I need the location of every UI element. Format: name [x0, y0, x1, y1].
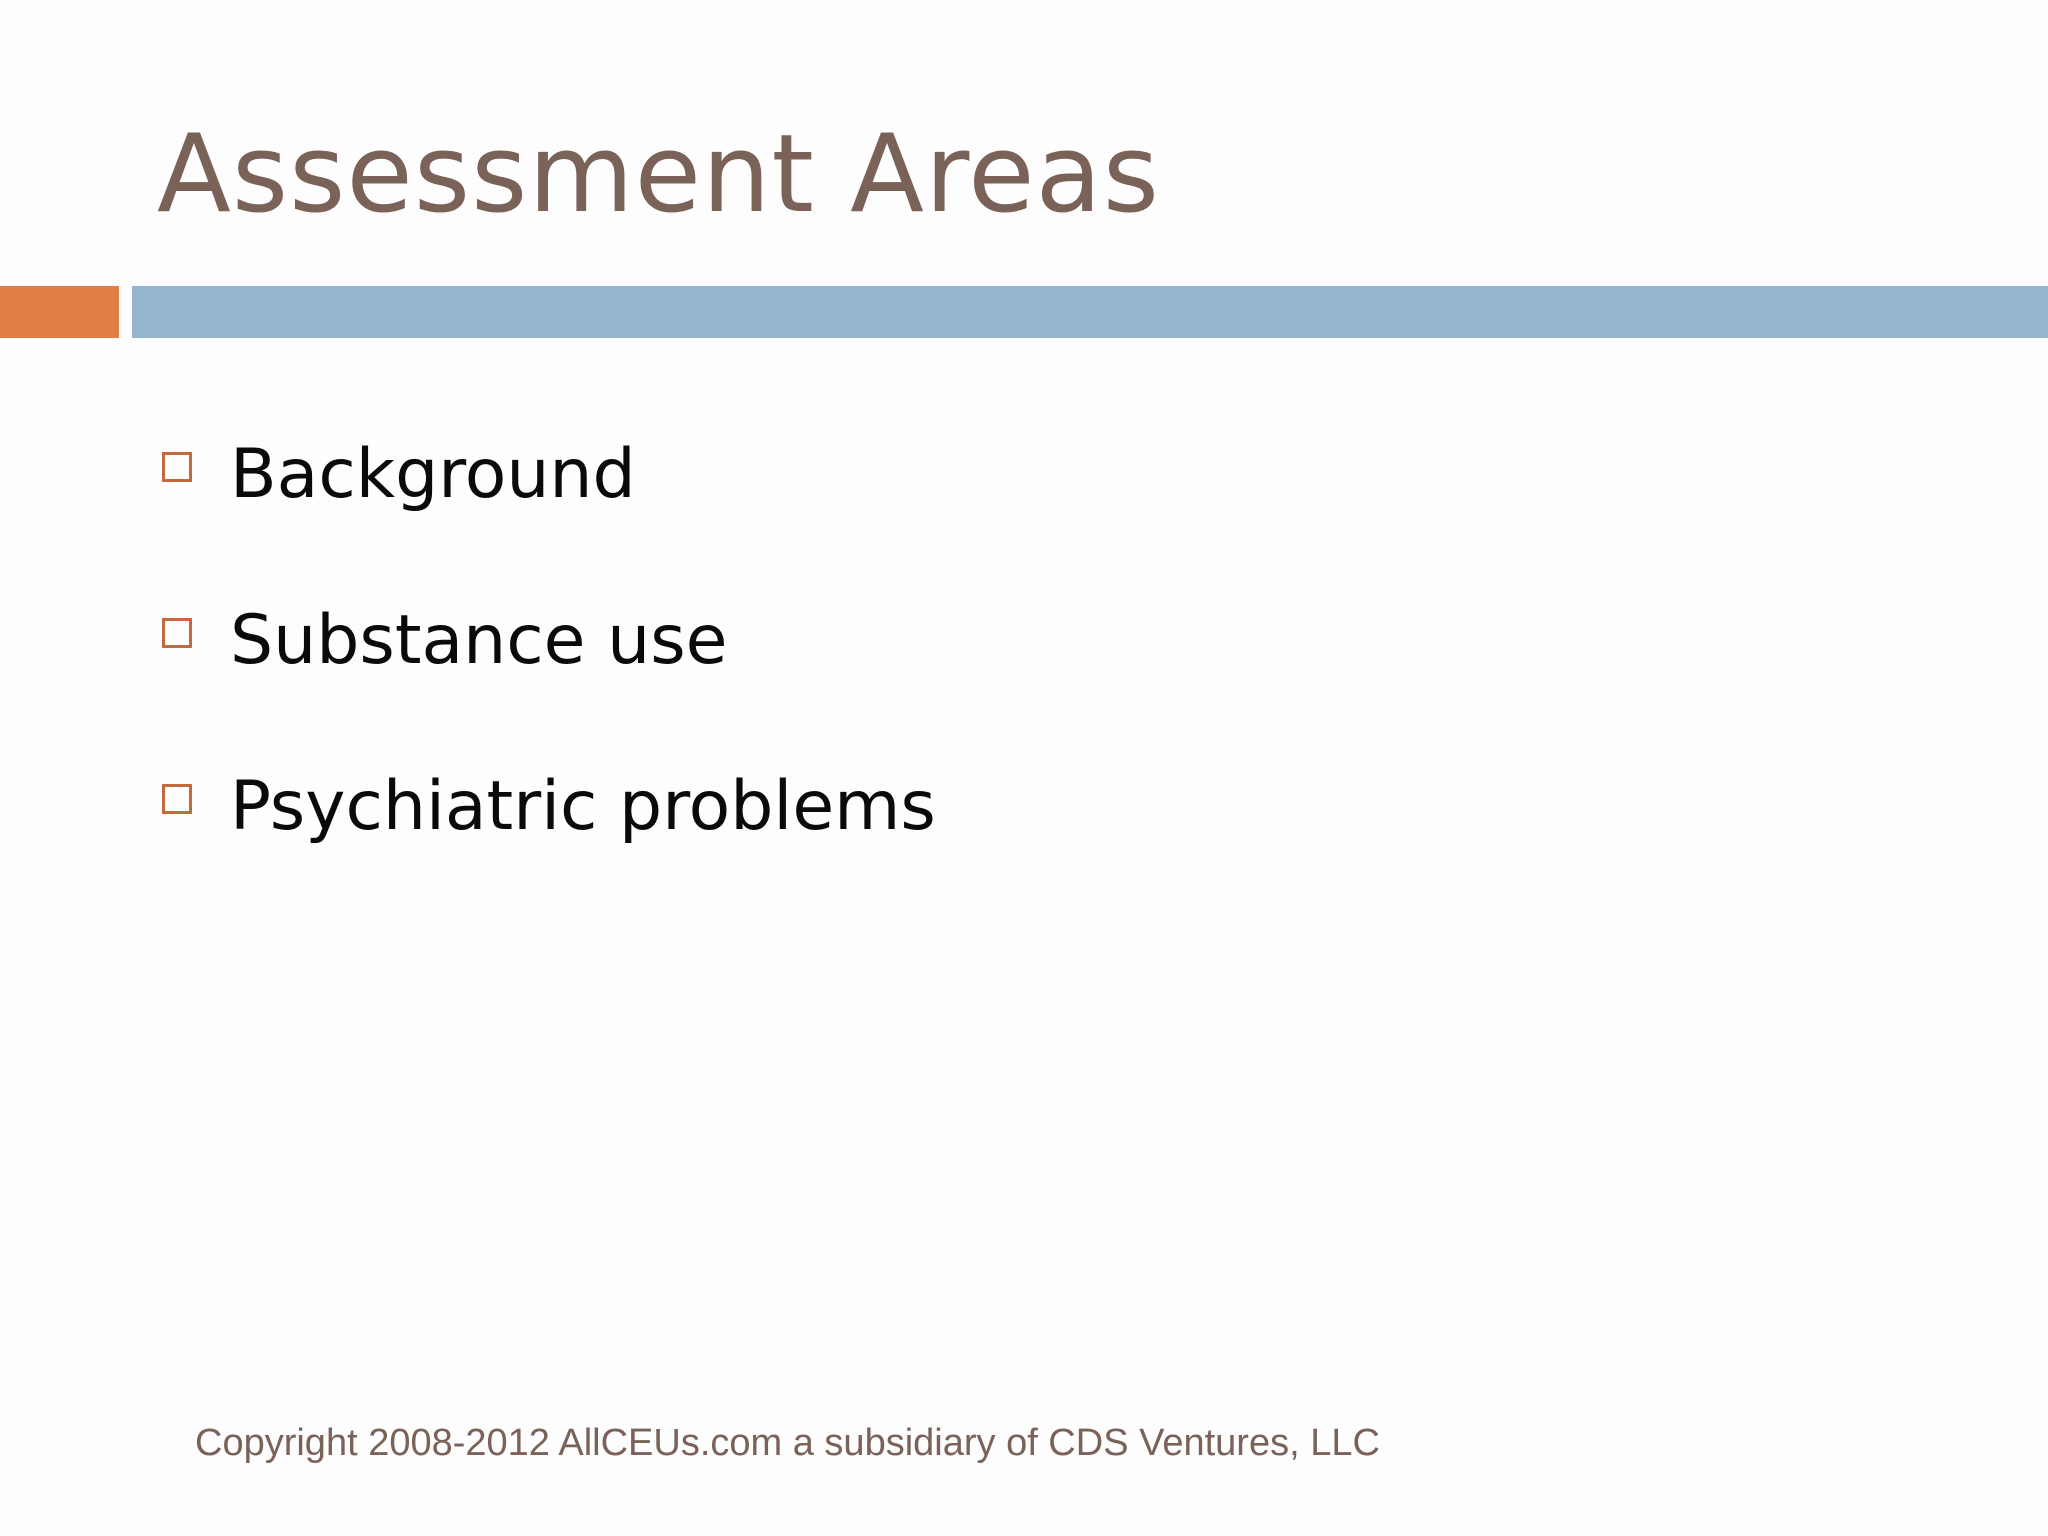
bullet-text: Psychiatric problems: [230, 767, 936, 846]
slide-title: Assessment Areas: [157, 112, 1160, 237]
bullet-text: Substance use: [230, 601, 728, 680]
square-bullet-icon: [162, 618, 192, 648]
accent-bar-orange: [0, 286, 119, 338]
bullet-text: Background: [230, 435, 636, 514]
accent-bar-blue: [132, 286, 2048, 338]
copyright-footer: Copyright 2008-2012 AllCEUs.com a subsidiary of CDS Ventures, LLC: [195, 1422, 1380, 1464]
square-bullet-icon: [162, 452, 192, 482]
square-bullet-icon: [162, 784, 192, 814]
